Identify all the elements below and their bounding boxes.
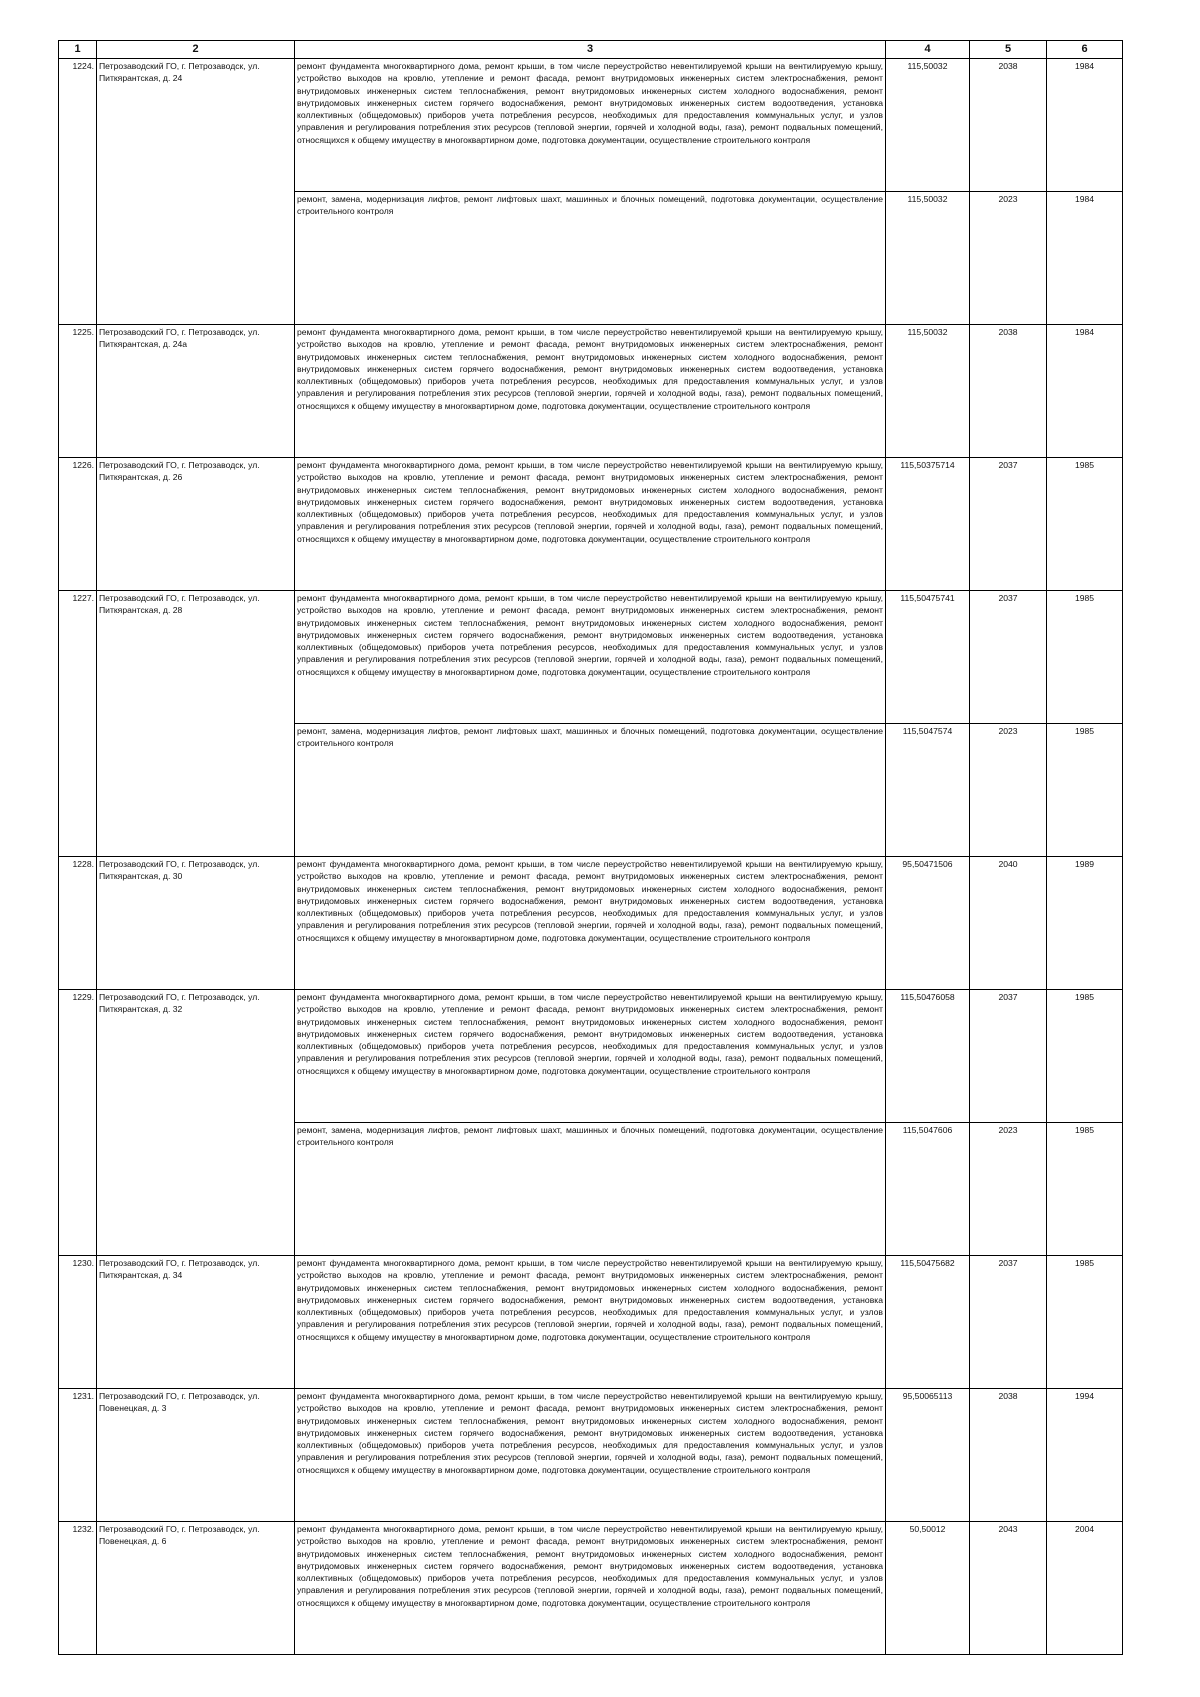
table-row — [59, 591, 1123, 724]
row-work-description: ремонт фундамента многоквартирного дома, ремонт крыши, в том числе переустройство невентилируемой крыши на вентилируемую крышу, устройство выходов на кровлю, утепление и ремонт фасада, ремонт внутридомовых инженерных систем электроснабжения, ремонт внутридомовых инженерных систем теплоснабжения, ремонт внутридомовых инженерных систем холодного водоснабжения, ремонт внутридомовых инженерных систем горячего водоснабжения, ремонт внутридомовых инженерных систем водоотведения, установка коллективных (общедомовых) приборов учета потребления ресурсов, необходимых для предоставления коммунальных услуг, и узлов управления и регулирования потребления этих ресурсов (тепловой энергии, горячей и холодной воды, газа), ремонт подвальных помещений, относящихся к общему имуществу в многоквартирном доме, подготовка документации, осуществление строительного контроля — [295, 1389, 886, 1522]
row-address: Петрозаводский ГО, г. Петрозаводск, ул. Питкярантская, д. 26 — [97, 458, 295, 591]
row-number: 1226. — [59, 458, 97, 591]
header-col-6: 6 — [1047, 41, 1123, 59]
row-work-description: ремонт фундамента многоквартирного дома, ремонт крыши, в том числе переустройство невентилируемой крыши на вентилируемую крышу, устройство выходов на кровлю, утепление и ремонт фасада, ремонт внутридомовых инженерных систем электроснабжения, ремонт внутридомовых инженерных систем теплоснабжения, ремонт внутридомовых инженерных систем холодного водоснабжения, ремонт внутридомовых инженерных систем горячего водоснабжения, ремонт внутридомовых инженерных систем водоотведения, установка коллективных (общедомовых) приборов учета потребления ресурсов, необходимых для предоставления коммунальных услуг, и узлов управления и регулирования потребления этих ресурсов (тепловой энергии, горячей и холодной воды, газа), ремонт подвальных помещений, относящихся к общему имуществу в многоквартирном доме, подготовка документации, осуществление строительного контроля — [295, 591, 886, 724]
row-work-description: ремонт фундамента многоквартирного дома, ремонт крыши, в том числе переустройство невентилируемой крыши на вентилируемую крышу, устройство выходов на кровлю, утепление и ремонт фасада, ремонт внутридомовых инженерных систем электроснабжения, ремонт внутридомовых инженерных систем теплоснабжения, ремонт внутридомовых инженерных систем холодного водоснабжения, ремонт внутридомовых инженерных систем горячего водоснабжения, ремонт внутридомовых инженерных систем водоотведения, установка коллективных (общедомовых) приборов учета потребления ресурсов, необходимых для предоставления коммунальных услуг, и узлов управления и регулирования потребления этих ресурсов (тепловой энергии, горячей и холодной воды, газа), ремонт подвальных помещений, относящихся к общему имуществу в многоквартирном доме, подготовка документации, осуществление строительного контроля — [295, 857, 886, 990]
capital-repair-table — [58, 40, 1123, 1655]
row-number: 1231. — [59, 1389, 97, 1522]
row-year: 2037 — [970, 990, 1047, 1123]
row-year: 2037 — [970, 1256, 1047, 1389]
row-price: 95,50471506 — [886, 857, 970, 990]
row-address: Петрозаводский ГО, г. Петрозаводск, ул. Повенецкая, д. 3 — [97, 1389, 295, 1522]
row-work-description: ремонт фундамента многоквартирного дома, ремонт крыши, в том числе переустройство невентилируемой крыши на вентилируемую крышу, устройство выходов на кровлю, утепление и ремонт фасада, ремонт внутридомовых инженерных систем электроснабжения, ремонт внутридомовых инженерных систем теплоснабжения, ремонт внутридомовых инженерных систем холодного водоснабжения, ремонт внутридомовых инженерных систем горячего водоснабжения, ремонт внутридомовых инженерных систем водоотведения, установка коллективных (общедомовых) приборов учета потребления ресурсов, необходимых для предоставления коммунальных услуг, и узлов управления и регулирования потребления этих ресурсов (тепловой энергии, горячей и холодной воды, газа), ремонт подвальных помещений, относящихся к общему имуществу в многоквартирном доме, подготовка документации, осуществление строительного контроля — [295, 1522, 886, 1655]
table-row — [59, 59, 1123, 192]
row-address: Петрозаводский ГО, г. Петрозаводск, ул. Питкярантская, д. 32 — [97, 990, 295, 1256]
header-col-1: 1 — [59, 41, 97, 59]
row-address: Петрозаводский ГО, г. Петрозаводск, ул. Питкярантская, д. 24а — [97, 325, 295, 458]
row-built-year: 1984 — [1047, 192, 1123, 325]
row-work-description: ремонт, замена, модернизация лифтов, ремонт лифтовых шахт, машинных и блочных помещений, подготовка документации, осуществление строительного контроля — [295, 192, 886, 325]
header-col-3: 3 — [295, 41, 886, 59]
table-row — [59, 325, 1123, 458]
row-built-year: 1985 — [1047, 990, 1123, 1123]
row-price: 50,50012 — [886, 1522, 970, 1655]
row-year: 2023 — [970, 1123, 1047, 1256]
row-price: 95,50065113 — [886, 1389, 970, 1522]
table-row — [59, 1256, 1123, 1389]
row-year: 2023 — [970, 724, 1047, 857]
row-price: 115,50475741 — [886, 591, 970, 724]
row-built-year: 1989 — [1047, 857, 1123, 990]
row-price: 115,50475682 — [886, 1256, 970, 1389]
row-built-year: 1984 — [1047, 325, 1123, 458]
row-address: Петрозаводский ГО, г. Петрозаводск, ул. Питкярантская, д. 28 — [97, 591, 295, 857]
row-built-year: 1985 — [1047, 458, 1123, 591]
row-price: 115,5047606 — [886, 1123, 970, 1256]
row-year: 2040 — [970, 857, 1047, 990]
row-number: 1228. — [59, 857, 97, 990]
row-price: 115,50032 — [886, 192, 970, 325]
row-built-year: 1985 — [1047, 724, 1123, 857]
row-built-year: 1985 — [1047, 1256, 1123, 1389]
row-price: 115,50032 — [886, 325, 970, 458]
table-row — [59, 458, 1123, 591]
row-work-description: ремонт фундамента многоквартирного дома, ремонт крыши, в том числе переустройство невентилируемой крыши на вентилируемую крышу, устройство выходов на кровлю, утепление и ремонт фасада, ремонт внутридомовых инженерных систем электроснабжения, ремонт внутридомовых инженерных систем теплоснабжения, ремонт внутридомовых инженерных систем холодного водоснабжения, ремонт внутридомовых инженерных систем горячего водоснабжения, ремонт внутридомовых инженерных систем водоотведения, установка коллективных (общедомовых) приборов учета потребления ресурсов, необходимых для предоставления коммунальных услуг, и узлов управления и регулирования потребления этих ресурсов (тепловой энергии, горячей и холодной воды, газа), ремонт подвальных помещений, относящихся к общему имуществу в многоквартирном доме, подготовка документации, осуществление строительного контроля — [295, 325, 886, 458]
row-year: 2038 — [970, 59, 1047, 192]
row-number: 1229. — [59, 990, 97, 1256]
table-row — [59, 1389, 1123, 1522]
row-address: Петрозаводский ГО, г. Петрозаводск, ул. Питкярантская, д. 24 — [97, 59, 295, 325]
header-col-5: 5 — [970, 41, 1047, 59]
row-price: 115,50375714 — [886, 458, 970, 591]
row-built-year: 1985 — [1047, 1123, 1123, 1256]
row-number: 1225. — [59, 325, 97, 458]
row-address: Петрозаводский ГО, г. Петрозаводск, ул. Повенецкая, д. 6 — [97, 1522, 295, 1655]
row-number: 1227. — [59, 591, 97, 857]
row-work-description: ремонт фундамента многоквартирного дома, ремонт крыши, в том числе переустройство невентилируемой крыши на вентилируемую крышу, устройство выходов на кровлю, утепление и ремонт фасада, ремонт внутридомовых инженерных систем электроснабжения, ремонт внутридомовых инженерных систем теплоснабжения, ремонт внутридомовых инженерных систем холодного водоснабжения, ремонт внутридомовых инженерных систем горячего водоснабжения, ремонт внутридомовых инженерных систем водоотведения, установка коллективных (общедомовых) приборов учета потребления ресурсов, необходимых для предоставления коммунальных услуг, и узлов управления и регулирования потребления этих ресурсов (тепловой энергии, горячей и холодной воды, газа), ремонт подвальных помещений, относящихся к общему имуществу в многоквартирном доме, подготовка документации, осуществление строительного контроля — [295, 59, 886, 192]
table-row — [59, 1522, 1123, 1655]
table-row — [59, 857, 1123, 990]
row-address: Петрозаводский ГО, г. Петрозаводск, ул. Питкярантская, д. 34 — [97, 1256, 295, 1389]
row-year: 2037 — [970, 458, 1047, 591]
row-work-description: ремонт фундамента многоквартирного дома, ремонт крыши, в том числе переустройство невентилируемой крыши на вентилируемую крышу, устройство выходов на кровлю, утепление и ремонт фасада, ремонт внутридомовых инженерных систем электроснабжения, ремонт внутридомовых инженерных систем теплоснабжения, ремонт внутридомовых инженерных систем холодного водоснабжения, ремонт внутридомовых инженерных систем горячего водоснабжения, ремонт внутридомовых инженерных систем водоотведения, установка коллективных (общедомовых) приборов учета потребления ресурсов, необходимых для предоставления коммунальных услуг, и узлов управления и регулирования потребления этих ресурсов (тепловой энергии, горячей и холодной воды, газа), ремонт подвальных помещений, относящихся к общему имуществу в многоквартирном доме, подготовка документации, осуществление строительного контроля — [295, 1256, 886, 1389]
row-work-description: ремонт фундамента многоквартирного дома, ремонт крыши, в том числе переустройство невентилируемой крыши на вентилируемую крышу, устройство выходов на кровлю, утепление и ремонт фасада, ремонт внутридомовых инженерных систем электроснабжения, ремонт внутридомовых инженерных систем теплоснабжения, ремонт внутридомовых инженерных систем холодного водоснабжения, ремонт внутридомовых инженерных систем горячего водоснабжения, ремонт внутридомовых инженерных систем водоотведения, установка коллективных (общедомовых) приборов учета потребления ресурсов, необходимых для предоставления коммунальных услуг, и узлов управления и регулирования потребления этих ресурсов (тепловой энергии, горячей и холодной воды, газа), ремонт подвальных помещений, относящихся к общему имуществу в многоквартирном доме, подготовка документации, осуществление строительного контроля — [295, 458, 886, 591]
row-year: 2023 — [970, 192, 1047, 325]
row-built-year: 1994 — [1047, 1389, 1123, 1522]
row-number: 1224. — [59, 59, 97, 325]
row-built-year: 1985 — [1047, 591, 1123, 724]
row-work-description: ремонт, замена, модернизация лифтов, ремонт лифтовых шахт, машинных и блочных помещений, подготовка документации, осуществление строительного контроля — [295, 724, 886, 857]
row-number: 1232. — [59, 1522, 97, 1655]
row-price: 115,50032 — [886, 59, 970, 192]
row-price: 115,5047574 — [886, 724, 970, 857]
row-work-description: ремонт, замена, модернизация лифтов, ремонт лифтовых шахт, машинных и блочных помещений, подготовка документации, осуществление строительного контроля — [295, 1123, 886, 1256]
row-work-description: ремонт фундамента многоквартирного дома, ремонт крыши, в том числе переустройство невентилируемой крыши на вентилируемую крышу, устройство выходов на кровлю, утепление и ремонт фасада, ремонт внутридомовых инженерных систем электроснабжения, ремонт внутридомовых инженерных систем теплоснабжения, ремонт внутридомовых инженерных систем холодного водоснабжения, ремонт внутридомовых инженерных систем горячего водоснабжения, ремонт внутридомовых инженерных систем водоотведения, установка коллективных (общедомовых) приборов учета потребления ресурсов, необходимых для предоставления коммунальных услуг, и узлов управления и регулирования потребления этих ресурсов (тепловой энергии, горячей и холодной воды, газа), ремонт подвальных помещений, относящихся к общему имуществу в многоквартирном доме, подготовка документации, осуществление строительного контроля — [295, 990, 886, 1123]
row-built-year: 1984 — [1047, 59, 1123, 192]
row-year: 2043 — [970, 1522, 1047, 1655]
table-row — [59, 990, 1123, 1123]
row-built-year: 2004 — [1047, 1522, 1123, 1655]
row-year: 2038 — [970, 325, 1047, 458]
header-col-2: 2 — [97, 41, 295, 59]
header-col-4: 4 — [886, 41, 970, 59]
row-price: 115,50476058 — [886, 990, 970, 1123]
row-address: Петрозаводский ГО, г. Петрозаводск, ул. Питкярантская, д. 30 — [97, 857, 295, 990]
row-number: 1230. — [59, 1256, 97, 1389]
row-year: 2038 — [970, 1389, 1047, 1522]
table-header-row — [59, 41, 1123, 59]
row-year: 2037 — [970, 591, 1047, 724]
